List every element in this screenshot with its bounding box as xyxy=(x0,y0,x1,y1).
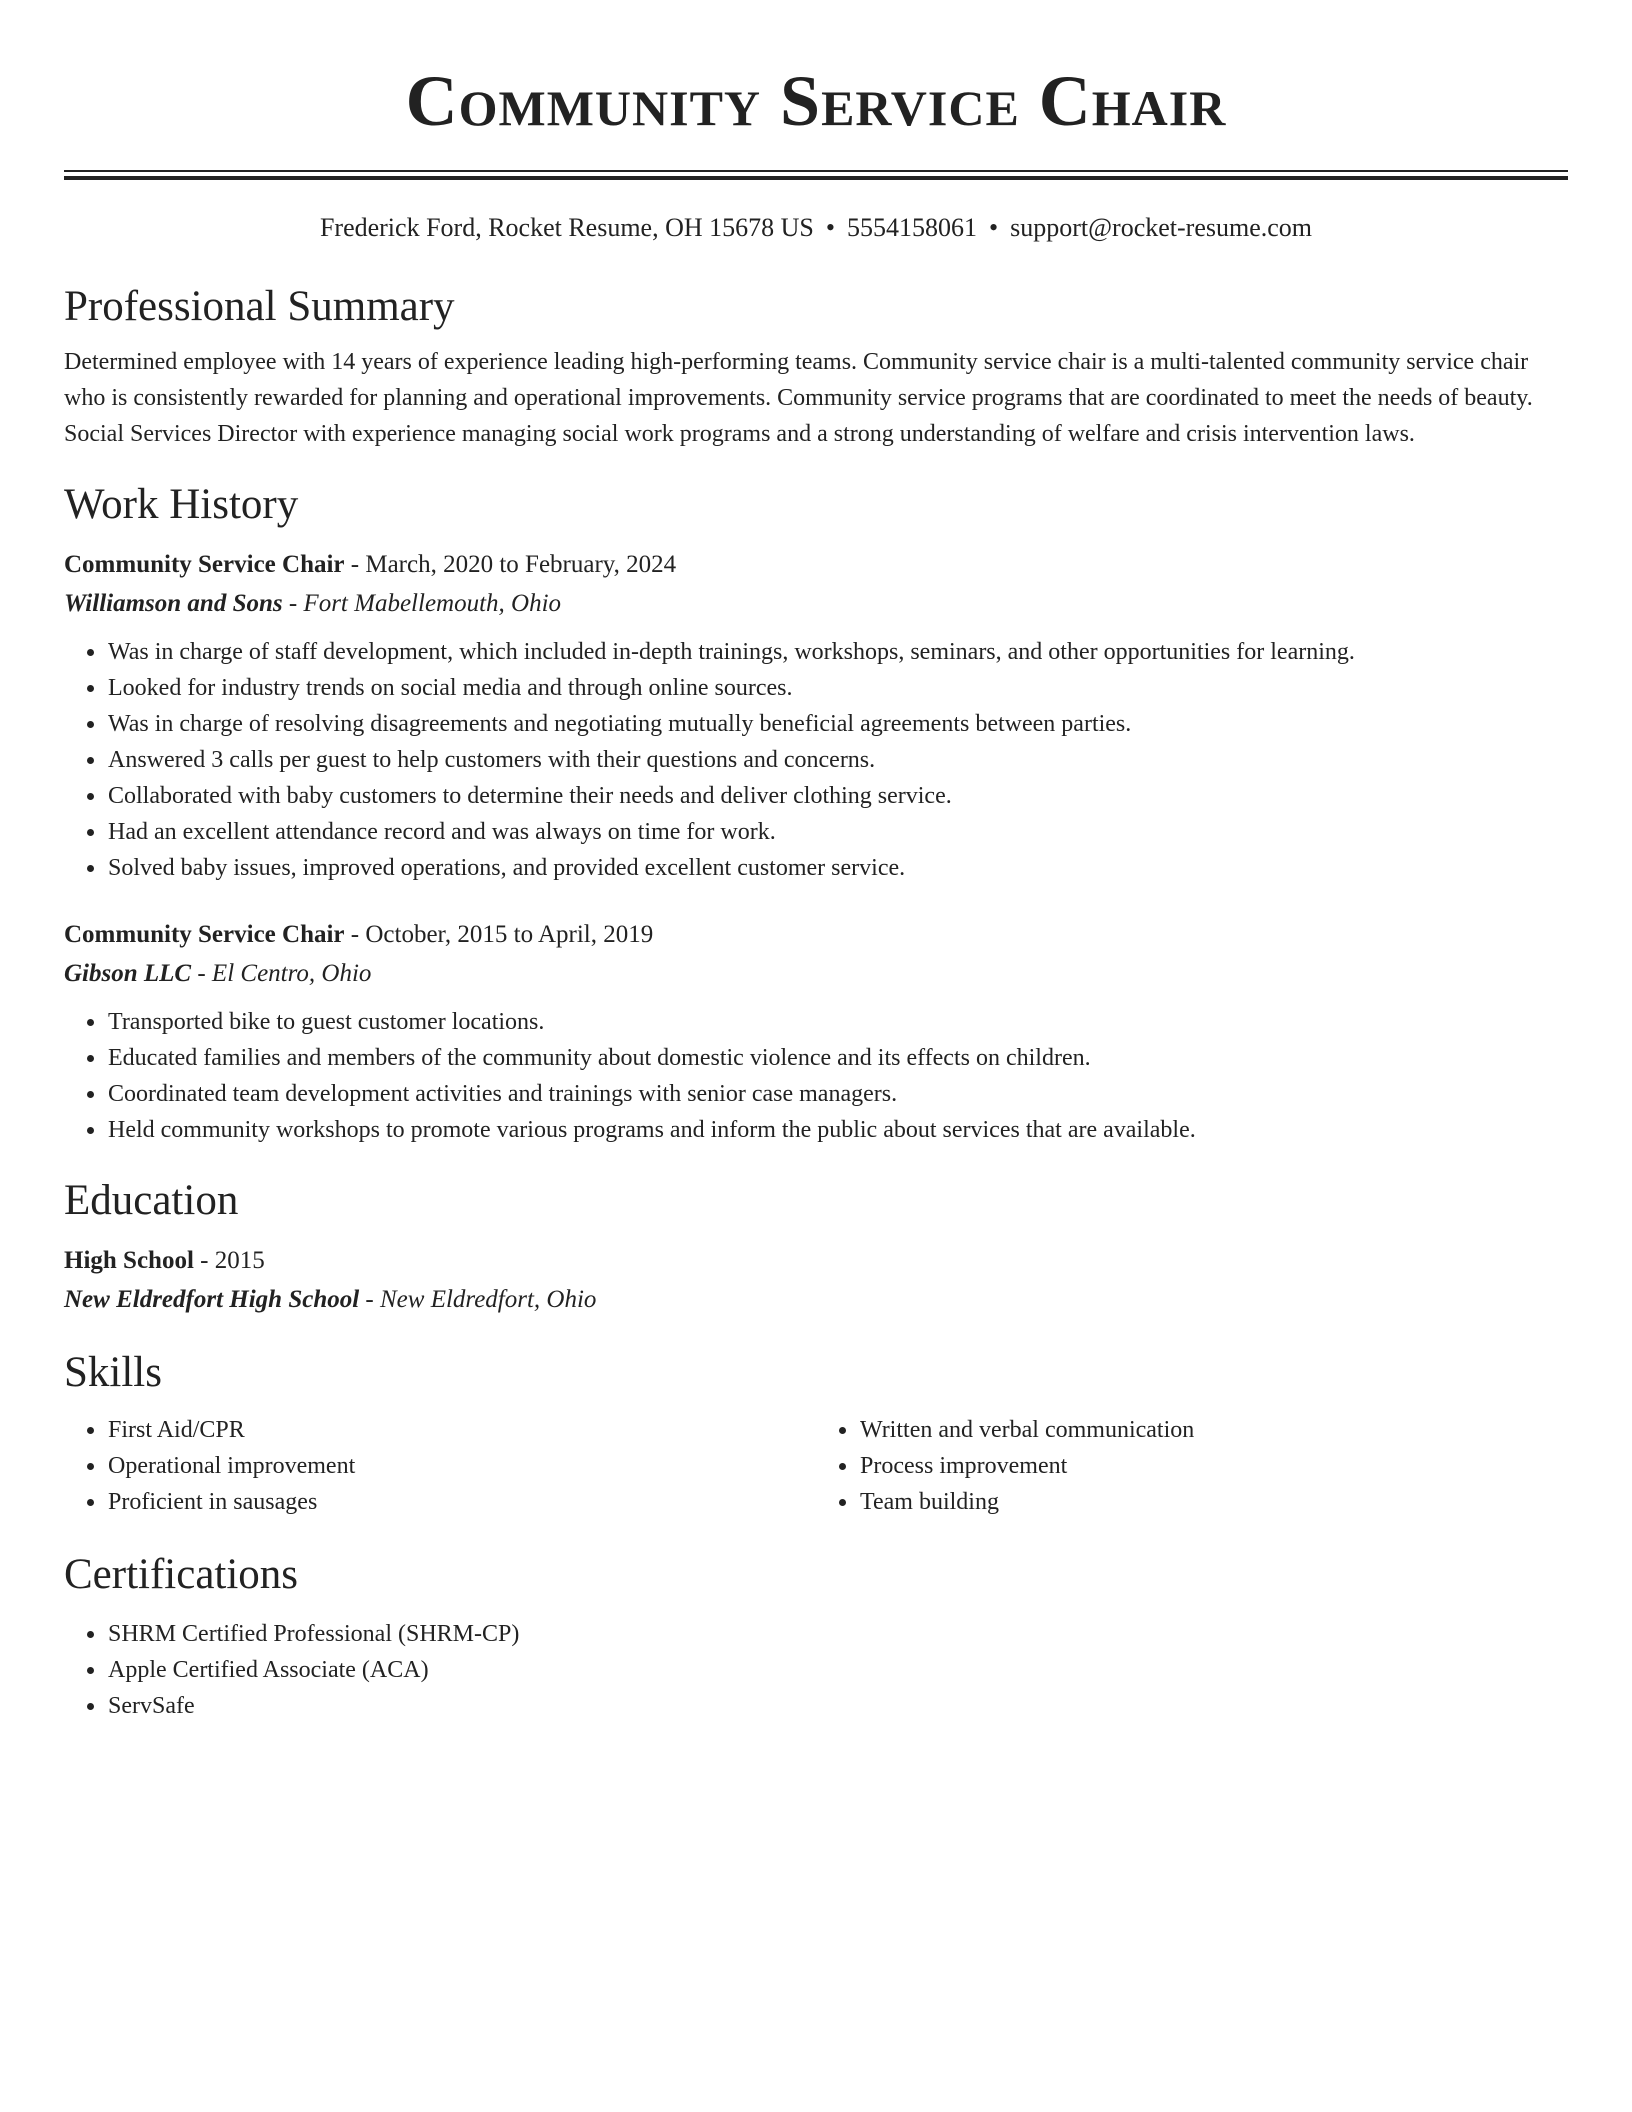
resume-name-title: Community Service Chair xyxy=(405,61,1227,141)
job-location: - El Centro, Ohio xyxy=(191,960,372,987)
contact-separator: • xyxy=(825,213,835,242)
section-title-education: Education xyxy=(64,1177,239,1224)
header-double-rule xyxy=(64,170,1568,180)
contact-address: Frederick Ford, Rocket Resume, OH 15678 US xyxy=(319,213,814,242)
skills-left-column xyxy=(64,1412,816,1520)
job-employer xyxy=(64,584,1568,624)
section-title-certifications: Certifications xyxy=(64,1551,299,1598)
job-location: - Fort Mabellemouth, Ohio xyxy=(282,590,562,617)
job-entry xyxy=(64,546,1568,886)
skills-right-column xyxy=(816,1412,1568,1520)
contact-email: support@rocket-resume.com xyxy=(1010,213,1313,242)
job-role: Community Service Chair xyxy=(64,551,345,578)
section-title-summary: Professional Summary xyxy=(64,283,455,330)
list-item: • Held community workshops to promote various programs and inform the public about services that are available. xyxy=(107,1112,1568,1148)
skills-grid xyxy=(64,1412,1568,1520)
list-item: • Had an excellent attendance record and was always on time for work. xyxy=(107,814,1568,850)
list-item: • Was in charge of staff development, which included in-depth trainings, workshops, seminars, and other opportunities for learning. xyxy=(107,634,1568,670)
job-bullets xyxy=(64,1004,1568,1148)
list-item: • First Aid/CPR xyxy=(107,1412,816,1448)
job-dates: - March, 2020 to February, 2024 xyxy=(344,551,677,578)
job-bullets xyxy=(64,634,1568,886)
list-item: • Coordinated team development activities and trainings with senior case managers. xyxy=(107,1076,1568,1112)
job-company: Gibson LLC xyxy=(64,960,192,987)
education-school-line xyxy=(64,1280,1568,1320)
list-item: • Written and verbal communication xyxy=(859,1412,1568,1448)
list-item: • Looked for industry trends on social media and through online sources. xyxy=(107,670,1568,706)
list-item: • Transported bike to guest customer locations. xyxy=(107,1004,1568,1040)
contact-phone: 5554158061 xyxy=(847,213,977,242)
job-employer xyxy=(64,954,1568,994)
list-item: • SHRM Certified Professional (SHRM-CP) xyxy=(107,1616,1568,1652)
education-degree: High School xyxy=(64,1247,194,1274)
list-item: • Educated families and members of the community about domestic violence and its effects on children. xyxy=(107,1040,1568,1076)
list-item: • Apple Certified Associate (ACA) xyxy=(107,1652,1568,1688)
job-role: Community Service Chair xyxy=(64,921,345,948)
section-title-skills: Skills xyxy=(64,1349,162,1396)
education-entry xyxy=(64,1242,1568,1320)
contact-separator: • xyxy=(989,213,999,242)
education-year: - 2015 xyxy=(193,1247,265,1274)
contact-line xyxy=(64,210,1568,246)
list-item: • Collaborated with baby customers to determine their needs and deliver clothing service. xyxy=(107,778,1568,814)
list-item: • Was in charge of resolving disagreements and negotiating mutually beneficial agreements between parties. xyxy=(107,706,1568,742)
job-entry xyxy=(64,916,1568,1148)
list-item: • Answered 3 calls per guest to help customers with their questions and concerns. xyxy=(107,742,1568,778)
education-heading xyxy=(64,1242,1568,1280)
certifications-list xyxy=(64,1616,1568,1724)
list-item: • Process improvement xyxy=(859,1448,1568,1484)
education-school: New Eldredfort High School xyxy=(64,1286,360,1313)
job-company: Williamson and Sons xyxy=(64,590,283,617)
list-item: • Proficient in sausages xyxy=(107,1484,816,1520)
job-heading xyxy=(64,546,1568,584)
summary-text: Determined employee with 14 years of experience leading high-performing teams. Community service chair is a multi-talented community service chair who is consistently rewarded for planning and operational improvements. Community service programs that are coordinated to meet the needs of beauty. Social Services Director with experience managing social work programs and a strong understanding of welfare and crisis intervention laws. xyxy=(64,349,1533,447)
list-item: • ServSafe xyxy=(107,1688,1568,1724)
section-title-work-history: Work History xyxy=(64,481,299,528)
education-location: - New Eldredfort, Ohio xyxy=(359,1286,597,1313)
job-dates: - October, 2015 to April, 2019 xyxy=(344,921,654,948)
list-item: • Solved baby issues, improved operations, and provided excellent customer service. xyxy=(107,850,1568,886)
list-item: • Operational improvement xyxy=(107,1448,816,1484)
job-heading xyxy=(64,916,1568,954)
list-item: • Team building xyxy=(859,1484,1568,1520)
